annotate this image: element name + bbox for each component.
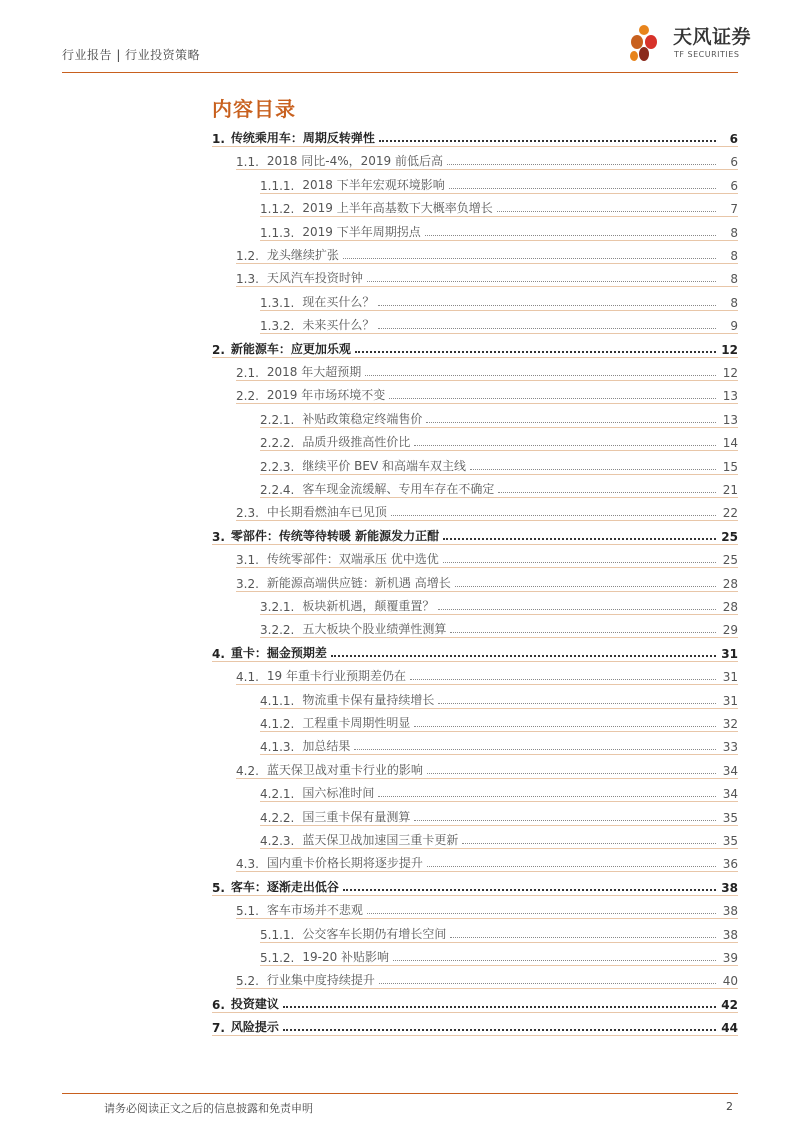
toc-entry-number: 5.1.2. xyxy=(260,951,295,965)
toc-entry-title: 传统零部件：双端承压 优中选优 xyxy=(266,552,439,567)
toc-leader-dots xyxy=(378,305,716,306)
toc-entry-number: 5.1. xyxy=(236,904,259,919)
toc-entry-number: 2.1. xyxy=(236,366,259,380)
toc-entry[interactable] xyxy=(260,801,738,825)
toc-leader-dots xyxy=(497,211,716,212)
toc-entry[interactable] xyxy=(236,496,738,520)
toc-entry-title: 2019 上半年高基数下大概率负增长 xyxy=(302,201,493,216)
toc-entry-title: 板块新机遇，颠覆重置？ xyxy=(302,599,435,613)
toc-entry-number: 6. xyxy=(212,997,225,1012)
toc-entry-number: 4. xyxy=(212,646,225,661)
toc-entry[interactable] xyxy=(236,262,738,286)
toc-entry[interactable] xyxy=(236,239,738,263)
toc-title: 内容目录 xyxy=(212,97,296,121)
header-divider xyxy=(62,72,738,73)
toc-entry-title: 重卡：掘金预期差 xyxy=(230,645,327,660)
toc-leader-dots xyxy=(343,258,716,259)
toc-entry-number: 1.3.1. xyxy=(260,295,295,310)
toc-entry-page: 40 xyxy=(722,974,738,989)
toc-entry-page: 6 xyxy=(730,155,738,170)
toc-leader-dots xyxy=(427,773,716,774)
toc-entry-title: 19-20 补贴影响 xyxy=(302,950,390,964)
toc-leader-dots xyxy=(455,586,716,587)
toc-entry[interactable] xyxy=(260,450,738,474)
toc-entry-page: 7 xyxy=(730,202,738,217)
toc-entry-page: 38 xyxy=(721,880,738,895)
toc-entry-page: 42 xyxy=(721,997,738,1012)
toc-leader-dots xyxy=(389,398,716,399)
toc-leader-dots xyxy=(438,609,716,610)
toc-entry-number: 1.1.2. xyxy=(260,202,295,217)
toc-entry[interactable] xyxy=(236,379,738,403)
toc-leader-dots xyxy=(355,351,716,353)
toc-entry-page: 13 xyxy=(722,389,738,404)
toc-entry[interactable] xyxy=(260,777,738,801)
toc-leader-dots xyxy=(425,235,716,236)
toc-entry-number: 3.2.2. xyxy=(260,623,295,638)
toc-entry[interactable] xyxy=(212,333,738,357)
footer-divider xyxy=(62,1093,738,1094)
toc-entry-title: 国三重卡保有量测算 xyxy=(302,809,411,824)
toc-entry-number: 3.2.1. xyxy=(260,600,295,614)
toc-entry[interactable] xyxy=(236,754,738,778)
toc-entry-title: 公交客车长期仍有增长空间 xyxy=(302,926,447,941)
toc-entry-title: 物流重卡保有量持续增长 xyxy=(302,692,435,707)
toc-entry-title: 风险提示 xyxy=(230,1020,279,1035)
toc-leader-dots xyxy=(450,632,716,633)
toc-entry-title: 天风汽车投资时钟 xyxy=(266,271,363,286)
toc-entry-page: 35 xyxy=(722,810,738,825)
toc-leader-dots xyxy=(438,703,716,704)
toc-entry-title: 未来买什么？ xyxy=(302,318,375,333)
toc-entry-page: 6 xyxy=(729,132,738,146)
toc-leader-dots xyxy=(379,140,716,142)
toc-entry-page: 8 xyxy=(730,225,738,240)
toc-entry-page: 31 xyxy=(722,670,738,685)
toc-entry[interactable] xyxy=(260,941,738,965)
toc-entry-page: 21 xyxy=(722,483,738,497)
toc-entry-number: 4.2.2. xyxy=(260,810,295,825)
toc-entry[interactable] xyxy=(260,918,738,942)
toc-entry-page: 36 xyxy=(722,857,738,872)
toc-entry-title: 投资建议 xyxy=(230,996,279,1011)
toc-entry-title: 客车：逐渐走出低谷 xyxy=(230,879,339,894)
toc-entry-title: 现在买什么？ xyxy=(302,294,375,309)
toc-entry-page: 12 xyxy=(721,342,738,357)
toc-entry-number: 5.1.1. xyxy=(260,927,295,942)
toc-entry-page: 28 xyxy=(722,600,738,614)
toc-entry-page: 39 xyxy=(722,951,738,965)
toc-entry-title: 行业集中度持续提升 xyxy=(266,973,375,988)
toc-entry[interactable] xyxy=(236,356,738,380)
toc-entry-title: 2019 下半年周期拐点 xyxy=(302,224,421,239)
toc-entry-page: 32 xyxy=(722,717,738,731)
toc-leader-dots xyxy=(427,866,716,867)
toc-entry[interactable] xyxy=(260,684,738,708)
toc-leader-dots xyxy=(343,889,716,891)
toc-entry-page: 31 xyxy=(722,693,738,708)
toc-entry-title: 客车市场并不悲观 xyxy=(266,903,363,918)
toc-entry-page: 34 xyxy=(722,763,738,778)
toc-entry[interactable] xyxy=(260,824,738,848)
toc-entry-title: 国内重卡价格长期将逐步提升 xyxy=(266,856,423,871)
toc-leader-dots xyxy=(447,164,716,165)
toc-entry[interactable] xyxy=(236,847,738,871)
toc-entry-number: 1.3. xyxy=(236,272,259,287)
toc-entry-title: 2019 年市场环境不变 xyxy=(266,388,386,403)
toc-leader-dots xyxy=(283,1006,716,1008)
toc-entry-number: 4.2.1. xyxy=(260,787,295,802)
toc-leader-dots xyxy=(378,796,716,797)
toc-entry[interactable] xyxy=(260,286,738,310)
toc-leader-dots xyxy=(283,1029,716,1031)
toc-entry-title: 传统乘用车：周期反转弹性 xyxy=(230,131,375,145)
toc-entry-page: 25 xyxy=(721,529,738,544)
toc-entry-title: 蓝天保卫战加速国三重卡更新 xyxy=(302,833,459,847)
toc-entry-title: 2018 同比-4%，2019 前低后高 xyxy=(266,154,443,169)
toc-leader-dots xyxy=(393,960,716,961)
toc-entry-page: 35 xyxy=(722,834,738,848)
toc-entry-title: 蓝天保卫战对重卡行业的影响 xyxy=(266,762,423,777)
toc-entry[interactable] xyxy=(212,871,738,895)
toc-leader-dots xyxy=(498,492,716,493)
toc-entry-title: 2018 下半年宏观环境影响 xyxy=(302,177,445,192)
toc-entry[interactable] xyxy=(260,426,738,450)
toc-entry[interactable] xyxy=(236,145,738,169)
toc-entry-page: 12 xyxy=(722,366,738,380)
toc-entry[interactable] xyxy=(260,613,738,637)
toc-entry-page: 31 xyxy=(721,646,738,661)
toc-entry-title: 中长期看燃油车已见顶 xyxy=(266,505,387,520)
toc-entry[interactable] xyxy=(260,216,738,240)
toc-entry-title: 新能源车：应更加乐观 xyxy=(230,341,351,356)
toc-entry-page: 9 xyxy=(730,319,738,334)
toc-entry-title: 工程重卡周期性明显 xyxy=(302,716,411,730)
toc-entry-number: 2.2.4. xyxy=(260,483,295,497)
toc-entry-page: 8 xyxy=(730,249,738,263)
toc-entry[interactable] xyxy=(212,122,738,146)
toc-leader-dots xyxy=(379,983,716,984)
toc-entry-page: 29 xyxy=(722,623,738,638)
toc-leader-dots xyxy=(426,422,716,423)
toc-entry-number: 7. xyxy=(212,1021,225,1036)
toc-entry-title: 五大板块个股业绩弹性测算 xyxy=(302,622,447,637)
toc-entry-page: 33 xyxy=(722,740,738,755)
toc-entry-page: 6 xyxy=(730,178,738,193)
toc-entry-title: 继续平价 BEV 和高端车双主线 xyxy=(302,458,467,473)
toc-entry-page: 22 xyxy=(722,506,738,521)
toc-leader-dots xyxy=(450,937,716,938)
toc-entry-number: 2.2. xyxy=(236,389,259,404)
toc-row-separator xyxy=(212,1035,738,1036)
header-section-label: 行业报告 | 行业投资策略 xyxy=(62,48,201,62)
toc-entry[interactable] xyxy=(260,730,738,754)
toc-leader-dots xyxy=(367,913,716,914)
toc-entry[interactable] xyxy=(236,543,738,567)
toc-entry-title: 品质升级推高性价比 xyxy=(302,435,411,450)
toc-entry-number: 3.2. xyxy=(236,576,259,591)
toc-entry[interactable] xyxy=(260,590,738,614)
toc-entry-number: 5.2. xyxy=(236,974,259,989)
toc-leader-dots xyxy=(410,679,716,680)
brand-name-cn: 天风证券 xyxy=(673,26,752,48)
toc-entry-page: 8 xyxy=(730,272,738,287)
toc-entry[interactable] xyxy=(260,169,738,193)
toc-entry[interactable] xyxy=(236,964,738,988)
toc-entry-page: 15 xyxy=(722,459,738,474)
toc-entry[interactable] xyxy=(236,567,738,591)
toc-entry-number: 4.1.1. xyxy=(260,693,295,708)
toc-entry-number: 1.1.3. xyxy=(260,225,295,240)
toc-entry-number: 2.2.1. xyxy=(260,412,295,427)
toc-leader-dots xyxy=(449,188,716,189)
toc-leader-dots xyxy=(414,445,716,446)
toc-leader-dots xyxy=(443,562,716,563)
toc-entry-number: 3.1. xyxy=(236,553,259,568)
toc-entry-page: 14 xyxy=(722,436,738,451)
toc-entry-number: 2. xyxy=(212,342,225,357)
toc-entry-number: 3. xyxy=(212,529,225,544)
toc-leader-dots xyxy=(414,726,716,727)
page-number: 2 xyxy=(726,1100,733,1113)
toc-leader-dots xyxy=(378,328,716,329)
toc-entry-number: 4.2. xyxy=(236,763,259,778)
toc-entry-number: 1.2. xyxy=(236,249,259,263)
toc-entry[interactable] xyxy=(260,192,738,216)
toc-leader-dots xyxy=(331,655,716,657)
toc-entry-page: 38 xyxy=(722,904,738,919)
toc-entry-title: 新能源高端供应链：新机遇 高增长 xyxy=(266,575,451,590)
toc-entry-title: 国六标准时间 xyxy=(302,786,375,801)
toc-entry[interactable] xyxy=(260,403,738,427)
toc-entry-number: 4.2.3. xyxy=(260,834,295,848)
toc-entry-page: 28 xyxy=(722,576,738,591)
toc-entry-page: 13 xyxy=(722,412,738,427)
toc-entry-number: 1.1.1. xyxy=(260,178,295,193)
toc-entry-number: 4.1.3. xyxy=(260,740,295,755)
toc-entry-title: 零部件：传统等待转暖 新能源发力正酣 xyxy=(230,528,440,543)
toc-leader-dots xyxy=(414,820,716,821)
toc-entry[interactable] xyxy=(212,988,738,1012)
toc-entry-number: 2.2.3. xyxy=(260,459,295,474)
toc-entry-number: 5. xyxy=(212,880,225,895)
toc-entry-number: 1.3.2. xyxy=(260,319,295,334)
toc-entry-page: 44 xyxy=(721,1021,738,1036)
toc-entry[interactable] xyxy=(212,520,738,544)
toc-entry-number: 4.1.2. xyxy=(260,717,295,731)
toc-leader-dots xyxy=(462,843,716,844)
toc-entry-title: 客车现金流缓解、专用车存在不确定 xyxy=(302,482,495,496)
toc-leader-dots xyxy=(391,515,716,516)
toc-entry-title: 加总结果 xyxy=(302,739,351,754)
toc-entry[interactable] xyxy=(212,1011,738,1035)
toc-entry-page: 38 xyxy=(722,927,738,942)
toc-entry[interactable] xyxy=(212,637,738,661)
toc-leader-dots xyxy=(443,538,716,540)
toc-leader-dots xyxy=(470,469,716,470)
toc-entry-title: 2018 年大超预期 xyxy=(266,365,362,379)
toc-entry-number: 1. xyxy=(212,132,225,146)
toc-entry[interactable] xyxy=(260,309,738,333)
toc-leader-dots xyxy=(367,281,716,282)
toc-entry-page: 8 xyxy=(730,295,738,310)
toc-leader-dots xyxy=(365,375,716,376)
toc-entry[interactable] xyxy=(236,660,738,684)
toc-entry-title: 19 年重卡行业预期差仍在 xyxy=(266,669,406,684)
toc-entry-number: 4.1. xyxy=(236,670,259,685)
toc-entry[interactable] xyxy=(260,473,738,497)
toc-entry-page: 25 xyxy=(722,553,738,568)
toc-entry-title: 龙头继续扩张 xyxy=(266,248,339,262)
toc-leader-dots xyxy=(354,749,716,750)
toc-entry[interactable] xyxy=(236,894,738,918)
toc-entry-title: 补贴政策稳定终端售价 xyxy=(302,411,423,426)
footer-disclaimer: 请务必阅读正文之后的信息披露和免责申明 xyxy=(104,1102,313,1115)
toc-entry-page: 34 xyxy=(722,787,738,802)
toc-entry-number: 2.2.2. xyxy=(260,436,295,451)
brand-name-en: TF SECURITIES xyxy=(674,50,740,59)
toc-entry-number: 4.3. xyxy=(236,857,259,872)
toc-entry[interactable] xyxy=(260,707,738,731)
toc-entry-number: 1.1. xyxy=(236,155,259,170)
toc-entry-number: 2.3. xyxy=(236,506,259,521)
